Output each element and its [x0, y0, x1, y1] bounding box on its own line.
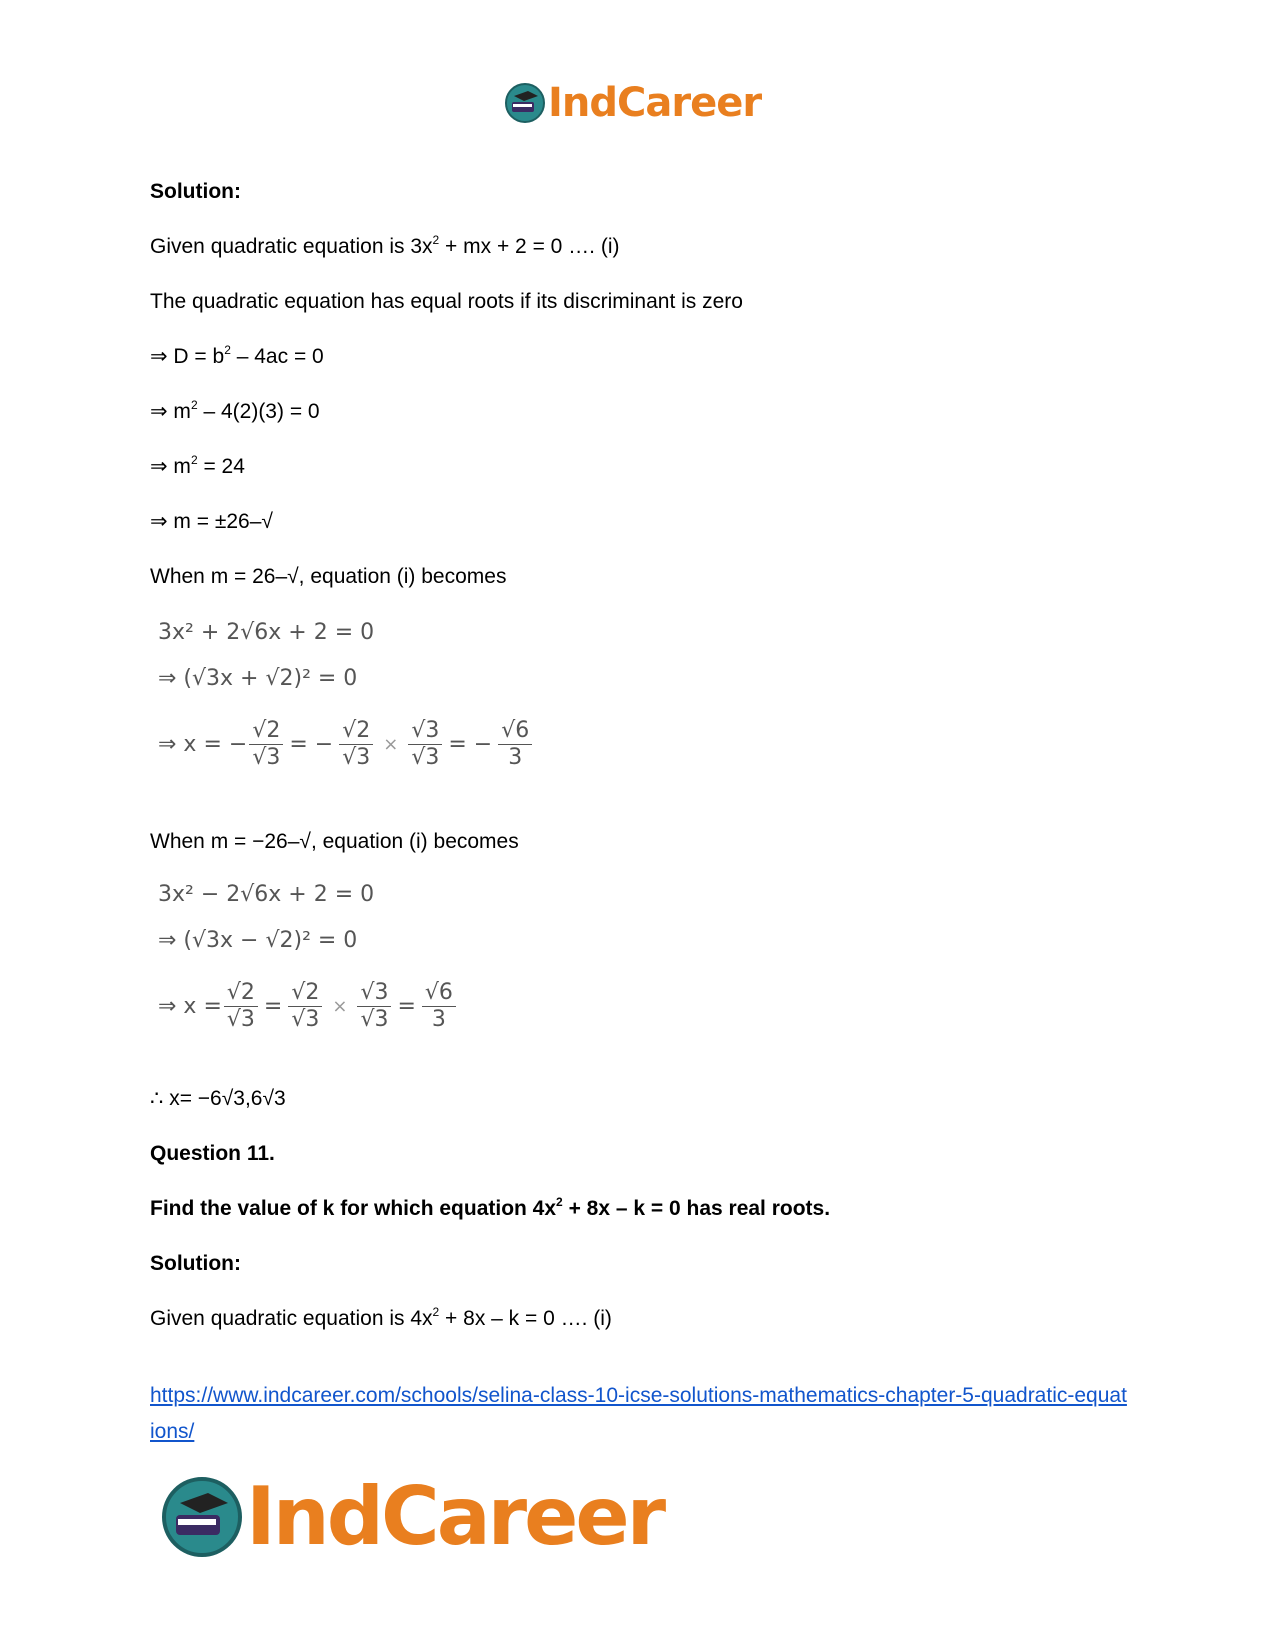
case2-row3: ⇒ x = $\frac{√2}{√3}$ = $\frac{√2}{√3}$ × $\frac{√3}{√3}$ = $\frac{√6}{3}$ — [158, 980, 458, 1033]
conclusion: ∴ x= −6√3,6√3 — [150, 1087, 286, 1110]
fraction: $\frac{√3}{√3}$ — [357, 980, 391, 1033]
equal-roots-statement: The quadratic equation has equal roots if its discriminant is zero — [150, 290, 743, 313]
fraction: $\frac{√6}{3}$ — [422, 980, 456, 1033]
header-logo — [504, 80, 761, 126]
fraction: $\frac{√2}{√3}$ — [288, 980, 322, 1033]
given-equation-2: Given quadratic equation is $4x^2 + 8x - k = 0$ …. (i) — [150, 1305, 612, 1330]
case1-row2: ⇒ (√3x + √2)² = 0 — [158, 666, 358, 691]
case1-math-block — [158, 620, 538, 790]
step-m-value: ⇒ m = ±26–√ — [150, 510, 273, 533]
case1-row1: 3x² + 2√6x + 2 = 0 — [158, 620, 375, 645]
question-text: Find the value of k for which equation $4x^2 + 8x - k = 0$ has real roots. — [150, 1195, 831, 1220]
fraction: $\frac{√2}{√3}$ — [249, 718, 283, 771]
fraction: $\frac{√3}{√3}$ — [408, 718, 442, 771]
solution-heading: Solution: — [150, 180, 241, 203]
step-m-squared: ⇒ $m^2 = 24$ — [150, 453, 245, 478]
case1-row3: ⇒ x = − $\frac{√2}{√3}$ = − $\frac{√2}{√3}$ × $\frac{√3}{√3}$ = − $\frac{√6}{3}$ — [158, 718, 534, 771]
solution2-heading: Solution: — [150, 1252, 241, 1275]
case2-row1: 3x² − 2√6x + 2 = 0 — [158, 882, 375, 907]
question-heading: Question 11. — [150, 1142, 275, 1165]
given-equation: Given quadratic equation is $3x^2$ + mx + 2 = 0 …. (i) — [150, 233, 620, 258]
fraction: $\frac{√2}{√3}$ — [339, 718, 373, 771]
globe-book-icon — [504, 82, 546, 124]
fraction: $\frac{√6}{3}$ — [498, 718, 532, 771]
source-link[interactable]: https://www.indcareer.com/schools/selina-class-10-icse-solutions-mathematics-chapter-5-quadratic-equations/ — [150, 1384, 1127, 1443]
step-discriminant: ⇒ $D = b^2 - 4ac = 0$ — [150, 343, 324, 368]
step-substitute: ⇒ $m^2 - 4(2)(3) = 0$ — [150, 398, 320, 423]
header-logo-text: IndCareer — [548, 80, 762, 126]
case2-math-block — [158, 882, 538, 1052]
case1-intro: When m = 26–√, equation (i) becomes — [150, 565, 507, 588]
globe-book-icon — [160, 1475, 244, 1559]
footer-logo — [160, 1470, 663, 1563]
fraction: $\frac{√2}{√3}$ — [224, 980, 258, 1033]
case2-row2: ⇒ (√3x − √2)² = 0 — [158, 928, 358, 953]
footer-logo-text: IndCareer — [246, 1470, 664, 1563]
case2-intro: When m = −26–√, equation (i) becomes — [150, 830, 519, 853]
